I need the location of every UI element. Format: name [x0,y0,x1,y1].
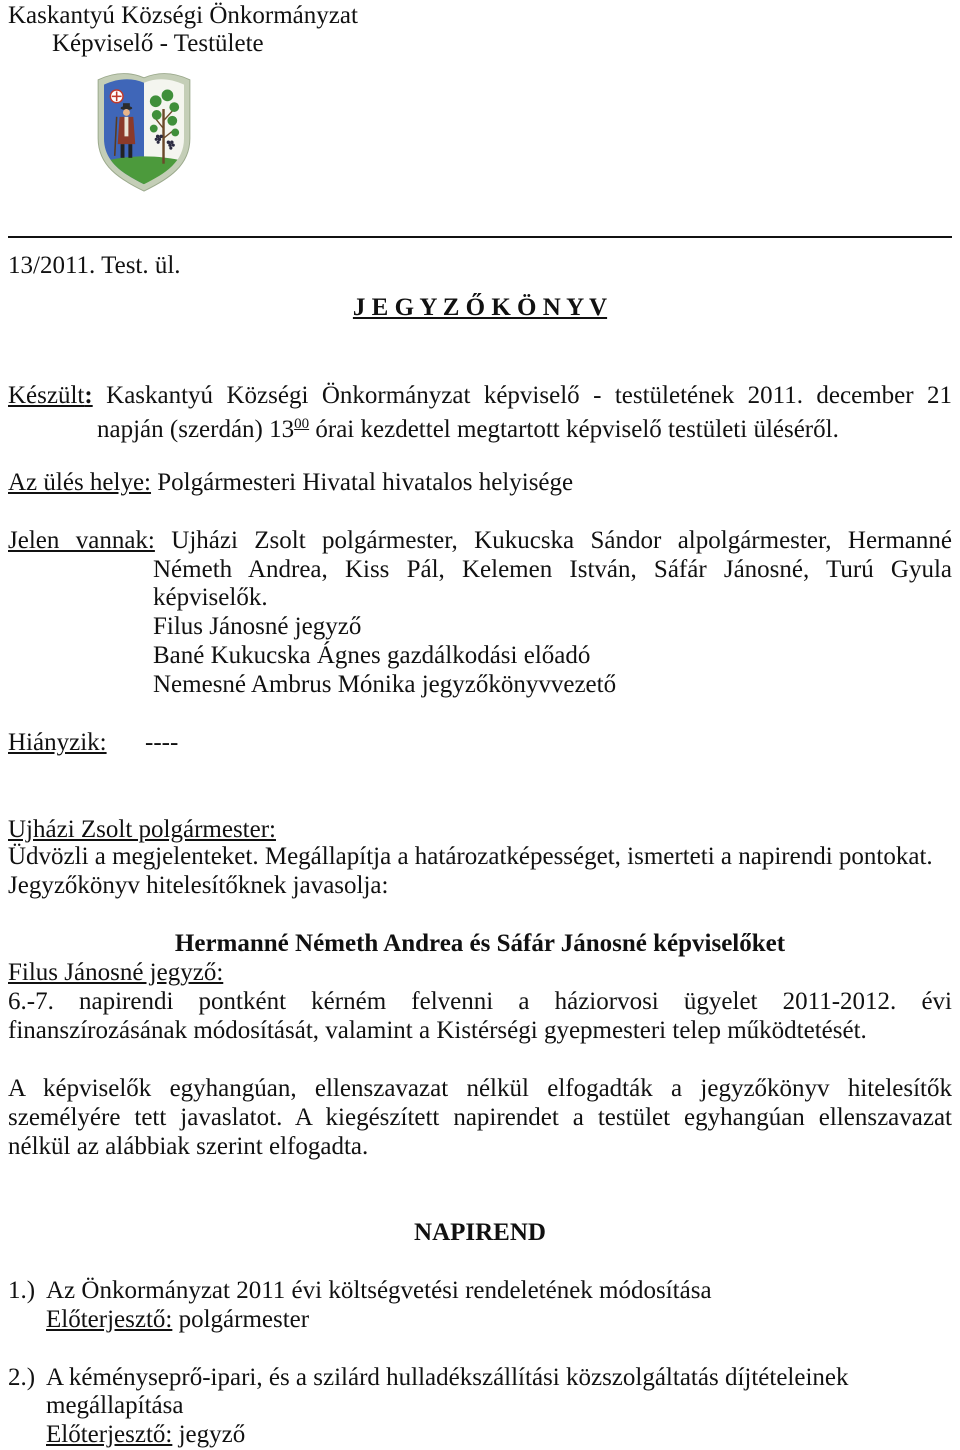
absent-label: Hiányzik: [8,729,107,756]
prepared-line-1 [8,381,952,410]
prepared-label-colon: : [84,382,93,409]
organization-name: Kaskantyú Községi Önkormányzat [8,2,358,29]
notary-speaker: Filus Jánosné jegyző: [8,959,224,986]
record-number: 13/2011. Test. ül. [8,252,181,279]
agenda-item-1-presenter [46,1305,952,1334]
agenda-item-title: A kéményseprő-ipari, és a szilárd hulladékszállítási közszolgáltatás díjtételeinek [46,1364,849,1391]
authenticators-nominees: Hermanné Németh Andrea és Sáfár Jánosné képviselőket [174,930,786,957]
presenter-name: jegyző [178,1421,246,1448]
present-list-item: Bané Kukucska Ágnes gazdálkodási előadó [153,642,591,669]
agenda-item-2 [8,1363,952,1392]
council-name: Képviselő - Testülete [52,30,264,57]
presenter-label: Előterjesztő: [46,1306,173,1333]
presenter-label: Előterjesztő: [46,1421,173,1448]
header-divider [8,236,952,238]
present-list-item: képviselők. [153,584,268,611]
prepared-label [8,382,93,409]
prepared-text-2-start: napján (szerdán) 13 [97,416,295,443]
agenda-heading: NAPIREND [414,1219,546,1246]
mayor-text: Üdvözli a megjelenteket. Megállapítja a határozatképességet, ismerteti a napirendi pontokat. [8,843,933,870]
present-list-item: Németh Andrea, Kiss Pál, Kelemen István, Sáfár Jánosné, Turú Gyula [153,556,952,583]
document-title: J E G Y Z Ő K Ö N Y V [352,294,608,321]
prepared-line-2 [97,410,952,443]
agenda-item-1 [8,1276,952,1305]
notary-text: finanszírozásának módosítását, valamint a Kistérségi gyepmesteri telep működtetését. [8,1017,867,1044]
small-roundel-icon [110,90,123,103]
decision-text: A képviselők egyhangúan, ellenszavazat nélkül elfogadták a jegyzőkönyv hitelesítők [8,1075,952,1102]
notary-text: 6.-7. napirendi pontként kérném felvenni a háziorvosi ügyelet 2011-2012. évi [8,988,952,1015]
agenda-item-title-continued: megállapítása [46,1392,184,1419]
present-list-item: Nemesné Ambrus Mónika jegyzőkönyvvezető [153,671,617,698]
agenda-item-title: Az Önkormányzat 2011 évi költségvetési rendeletének módosítása [46,1277,712,1304]
decision-text: személyére tett javaslatot. A kiegészített napirendet a testület egyhangúan ellenszavazat [8,1104,952,1131]
agenda-item-number: 2.) [8,1364,36,1391]
agenda-item-number: 1.) [8,1277,36,1304]
prepared-text-2-end: órai kezdettel megtartott képviselő testületi üléséről. [315,416,839,443]
mayor-text: Jegyzőkönyv hitelesítőknek javasolja: [8,872,389,899]
prepared-time-superscript: 00 [294,416,310,432]
notary-speaker-line [8,958,952,987]
coat-of-arms-icon [95,70,193,192]
coat-of-arms-emblem [95,70,193,192]
present-first-line: Ujházi Zsolt polgármester, Kukucska Sándor alpolgármester, Hermanné [171,527,952,554]
present-label: Jelen vannak: [8,527,155,554]
presenter-name: polgármester [178,1306,310,1333]
absent-value: ---- [145,729,179,756]
mayor-speaker-line [8,815,952,844]
mayor-speaker: Ujházi Zsolt polgármester: [8,816,276,843]
prepared-text-1: Kaskantyú Községi Önkormányzat képviselő - testületének 2011. december 21 [106,382,953,409]
decision-text: nélkül az alábbiak szerint elfogadta. [8,1133,369,1160]
venue-value: Polgármesteri Hivatal hivatalos helyisége [157,469,574,496]
prepared-label-text: Készült [8,382,85,409]
present-line-1 [8,526,952,555]
venue-line [8,468,952,497]
document-title-line [8,293,952,322]
present-list-item: Filus Jánosné jegyző [153,613,362,640]
agenda-item-2-presenter [46,1420,952,1449]
venue-label: Az ülés helye: [8,469,152,496]
